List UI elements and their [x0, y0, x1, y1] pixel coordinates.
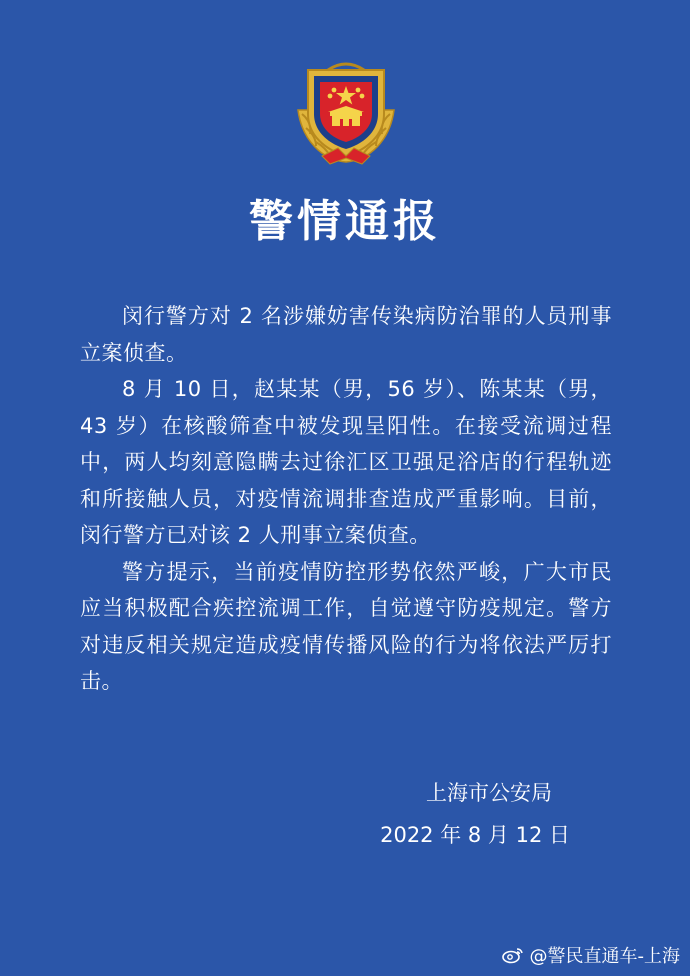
issue-date: 2022 年 8 月 12 日	[380, 823, 570, 847]
watermark-text: @警民直通车-上海	[529, 946, 680, 967]
page-title: 警情通报	[249, 196, 441, 247]
paragraph: 8 月 10 日，赵某某（男，56 岁）、陈某某（男，43 岁）在核酸筛查中被发现呈阳性。在接受流调过程中，两人均刻意隐瞒去过徐汇区卫强足浴店的行程轨迹和所接触人员，对疫情流调排查造成严重影响。目前，闵行警方已对该 2 人刑事立案侦查。	[80, 377, 612, 547]
issuing-organization: 上海市公安局	[426, 781, 552, 805]
signature-block	[380, 772, 570, 856]
notice-body	[80, 298, 612, 700]
paragraph: 警方提示，当前疫情防控形势依然严峻，广大市民应当积极配合疾控流调工作，自觉遵守防疫规定。警方对违反相关规定造成疫情传播风险的行为将依法严厉打击。	[80, 559, 612, 693]
weibo-watermark	[502, 942, 681, 968]
paragraph: 闵行警方对 2 名涉嫌妨害传染病防治罪的人员刑事立案侦查。	[80, 304, 612, 365]
police-emblem-icon	[282, 44, 410, 172]
weibo-icon	[502, 946, 524, 964]
